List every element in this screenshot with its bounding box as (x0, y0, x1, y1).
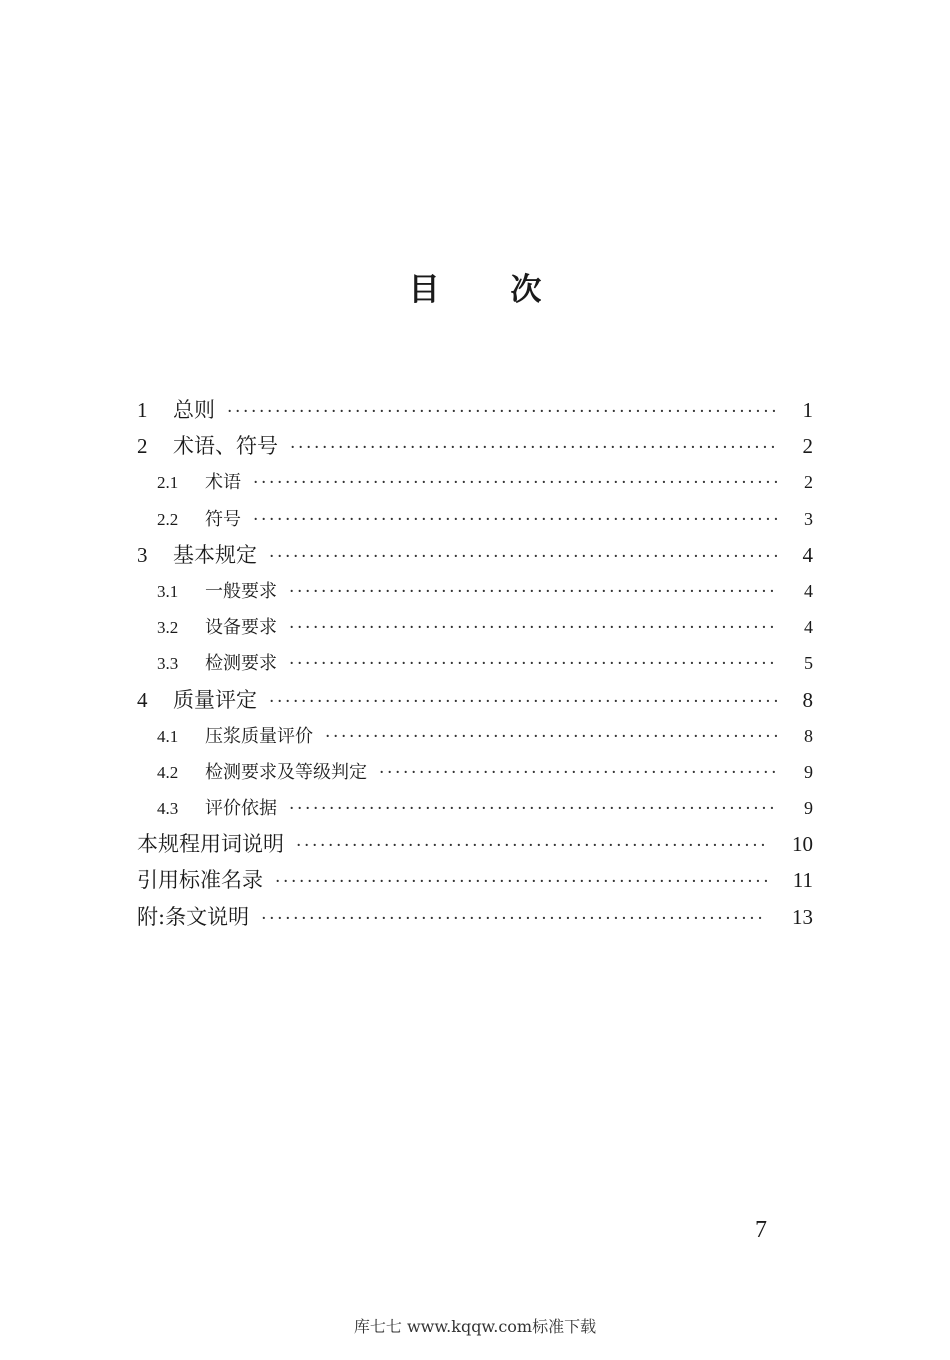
toc-entry-page: 9 (804, 761, 813, 782)
toc-entry-number: 4.3 (157, 799, 179, 819)
toc-entry-page: 8 (804, 725, 813, 746)
dot-leader (275, 864, 767, 900)
dot-leader (227, 394, 777, 430)
toc-entry-label: 检测要求 (205, 653, 277, 675)
dot-leader (296, 828, 767, 864)
dot-leader (289, 791, 777, 827)
toc-entry-label: 检测要求及等级判定 (205, 761, 367, 783)
toc-subentry[interactable] (137, 718, 813, 754)
page-title: 目 次 (408, 272, 572, 308)
toc-entry-page: 4 (804, 580, 813, 601)
toc-entry-number: 2.1 (157, 473, 179, 493)
toc-subentry[interactable] (137, 573, 813, 609)
dot-leader (253, 502, 777, 538)
toc-entry-page: 3 (804, 508, 813, 529)
toc-entry-label: 符号 (205, 508, 241, 530)
toc-entry-page: 13 (792, 904, 813, 929)
toc-entry[interactable] (137, 826, 813, 862)
toc-entry-page: 2 (802, 434, 813, 459)
dot-leader (325, 719, 777, 755)
toc-entry-page: 9 (804, 798, 813, 819)
dot-leader (253, 465, 777, 501)
dot-leader (379, 755, 777, 791)
page-number: 7 (755, 1217, 767, 1243)
toc-entry-page: 5 (804, 653, 813, 674)
toc-entry-number: 3.2 (157, 618, 179, 638)
toc-entry[interactable] (137, 537, 813, 573)
dot-leader (289, 574, 777, 610)
toc-entry-label: 总则 (173, 398, 215, 422)
dot-leader (290, 430, 777, 466)
toc-entry-page: 4 (804, 617, 813, 638)
dot-leader (289, 610, 777, 646)
toc-entry-number: 4.1 (157, 726, 179, 746)
table-of-contents (137, 392, 813, 935)
toc-subentry[interactable] (137, 501, 813, 537)
dot-leader (269, 684, 777, 720)
toc-entry-page: 10 (792, 832, 813, 857)
toc-entry-page: 2 (804, 472, 813, 493)
toc-entry-page: 1 (802, 398, 813, 422)
toc-entry[interactable] (137, 428, 813, 464)
toc-subentry[interactable] (137, 790, 813, 826)
toc-entry[interactable] (137, 392, 813, 428)
toc-entry-label: 评价依据 (205, 798, 277, 820)
toc-entry-number: 4.2 (157, 762, 179, 782)
toc-entry-label: 基本规定 (173, 542, 257, 567)
dot-leader (289, 646, 777, 682)
toc-entry-label: 引用标准名录 (137, 868, 263, 893)
toc-entry-page: 4 (802, 542, 813, 567)
toc-entry[interactable] (137, 682, 813, 718)
toc-entry[interactable] (137, 899, 813, 935)
toc-entry-page: 11 (792, 868, 813, 893)
dot-leader (261, 901, 767, 937)
toc-entry-number: 2.2 (157, 509, 179, 529)
toc-entry-label: 术语、符号 (173, 434, 278, 459)
toc-entry-number: 1 (137, 398, 148, 422)
toc-entry-page: 8 (802, 687, 813, 712)
toc-entry[interactable] (137, 862, 813, 898)
toc-entry-number: 2 (137, 434, 148, 459)
toc-entry-number: 4 (137, 687, 148, 712)
toc-subentry[interactable] (137, 464, 813, 500)
toc-entry-label: 附:条文说明 (137, 904, 250, 929)
toc-entry-label: 压浆质量评价 (205, 725, 313, 747)
footer-watermark-text: 库七七 www.kqqw.com标准下载 (353, 1317, 597, 1336)
toc-entry-number: 3.1 (157, 581, 179, 601)
toc-entry-number: 3.3 (157, 654, 179, 674)
toc-subentry[interactable] (137, 754, 813, 790)
toc-entry-number: 3 (137, 542, 148, 567)
dot-leader (269, 539, 777, 575)
toc-entry-label: 质量评定 (173, 687, 257, 712)
toc-entry-label: 术语 (205, 472, 241, 494)
toc-subentry[interactable] (137, 609, 813, 645)
toc-entry-label: 本规程用词说明 (137, 832, 284, 857)
toc-subentry[interactable] (137, 645, 813, 681)
toc-entry-label: 设备要求 (205, 617, 277, 639)
toc-entry-label: 一般要求 (205, 580, 277, 602)
